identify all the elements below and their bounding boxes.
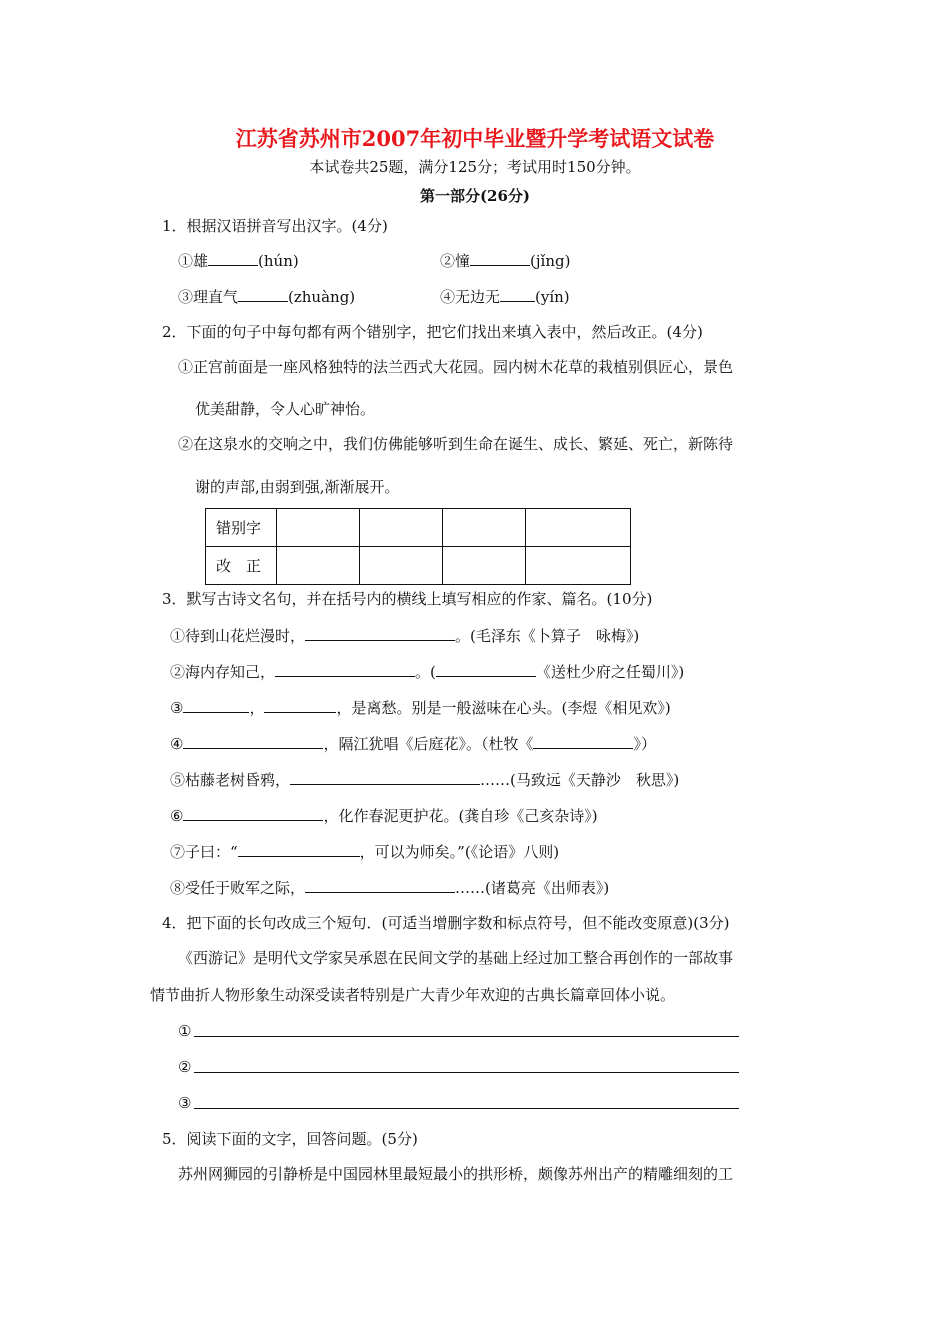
answer-blank[interactable]	[275, 661, 415, 677]
q2-stem: 2．下面的句子中每句都有两个错别字，把它们找出来填入表中，然后改正。(4分)	[162, 323, 703, 341]
answer-blank[interactable]	[183, 697, 249, 713]
q3-line-7: ⑦子曰：“ ，可以为师矣。”(《论语》八则)	[170, 843, 560, 861]
q2-sentence-2a: ②在这泉水的交响之中，我们仿佛能够听到生命在诞生、成长、繁延、死亡，新陈待	[178, 435, 734, 453]
table-row	[206, 547, 631, 585]
answer-blank[interactable]	[264, 697, 336, 713]
q3-line-5: ⑤枯藤老树昏鸦， ……(马致远《天静沙 秋思》)	[170, 771, 680, 789]
answer-blank[interactable]	[238, 286, 288, 302]
answer-cell[interactable]	[360, 547, 443, 585]
answer-blank[interactable]	[533, 733, 633, 749]
q5-stem: 5．阅读下面的文字，回答问题。(5分)	[162, 1130, 418, 1148]
q4-answer-num-2: ②	[178, 1058, 192, 1076]
q2-sentence-1b: 优美甜静，令人心旷神怡。	[195, 400, 376, 418]
answer-blank[interactable]	[183, 805, 323, 821]
q3-line-4: ④ ，隔江犹唱《后庭花》。（杜牧《 》）	[170, 735, 656, 753]
answer-cell[interactable]	[443, 509, 526, 547]
answer-blank[interactable]	[305, 625, 455, 641]
answer-blank[interactable]	[290, 769, 480, 785]
q3-line-8: ⑧受任于败军之际， ……(诸葛亮《出师表》)	[170, 879, 610, 897]
answer-blank[interactable]	[436, 661, 536, 677]
answer-cell[interactable]	[360, 509, 443, 547]
q3-line-6: ⑥ ，化作春泥更护花。(龚自珍《己亥杂诗》)	[170, 807, 598, 825]
q4-passage-1: 《西游记》是明代文学家吴承恩在民间文学的基础上经过加工整合再创作的一部故事	[178, 949, 734, 967]
answer-blank[interactable]	[208, 250, 258, 266]
part-heading: 第一部分(26分)	[419, 187, 531, 205]
q1-stem: 1．根据汉语拼音写出汉字。(4分)	[162, 217, 388, 235]
q1-item-2: ②憧 (jǐng)	[440, 252, 571, 270]
q4-answer-num-1: ①	[178, 1022, 192, 1040]
q4-stem: 4．把下面的长句改成三个短句．(可适当增删字数和标点符号，但不能改变原意)(3分)	[162, 914, 730, 932]
exam-title: 江苏省苏州市2007年初中毕业暨升学考试语文试卷	[235, 126, 715, 151]
q2-sentence-1a: ①正宫前面是一座风格独特的法兰西式大花园。园内树木花草的栽植别俱匠心，景色	[178, 358, 734, 376]
answer-cell[interactable]	[277, 509, 360, 547]
answer-cell[interactable]	[277, 547, 360, 585]
answer-blank[interactable]	[238, 841, 360, 857]
exam-intro: 本试卷共25题，满分125分；考试用时150分钟。	[309, 158, 641, 176]
q3-line-2: ②海内存知己， 。( 《送杜少府之任蜀川》)	[170, 663, 685, 681]
row-label: 错别字	[206, 509, 277, 547]
q5-passage-1: 苏州网狮园的引静桥是中国园林里最短最小的拱形桥，颇像苏州出产的精雕细刻的工	[178, 1165, 734, 1183]
answer-blank[interactable]	[500, 286, 535, 302]
row-label: 改 正	[206, 547, 277, 585]
answer-blank[interactable]	[305, 877, 455, 893]
answer-blank[interactable]	[183, 733, 323, 749]
answer-cell[interactable]	[526, 547, 631, 585]
answer-blank[interactable]	[470, 250, 530, 266]
q3-stem: 3．默写古诗文名句，并在括号内的横线上填写相应的作家、篇名。(10分)	[162, 590, 653, 608]
q1-item-3: ③理直气 (zhuàng)	[178, 288, 356, 306]
q1-item-1: ①雄 (hún)	[178, 252, 299, 270]
q3-line-1: ①待到山花烂漫时， 。(毛泽东《卜算子 咏梅》)	[170, 627, 640, 645]
answer-line[interactable]	[194, 1072, 739, 1073]
q1-item-4: ④无边无 (yín)	[440, 288, 570, 306]
table-row	[206, 509, 631, 547]
answer-line[interactable]	[194, 1108, 739, 1109]
q3-line-3: ③ ， ，是离愁。别是一般滋味在心头。(李煜《相见欢》)	[170, 699, 671, 717]
q4-answer-num-3: ③	[178, 1094, 192, 1112]
q2-sentence-2b: 谢的声部,由弱到强,渐渐展开。	[195, 478, 400, 496]
answer-cell[interactable]	[443, 547, 526, 585]
correction-table	[205, 508, 631, 585]
answer-cell[interactable]	[526, 509, 631, 547]
q4-passage-2: 情节曲折人物形象生动深受读者特别是广大青少年欢迎的古典长篇章回体小说。	[150, 986, 676, 1004]
answer-line[interactable]	[194, 1036, 739, 1037]
